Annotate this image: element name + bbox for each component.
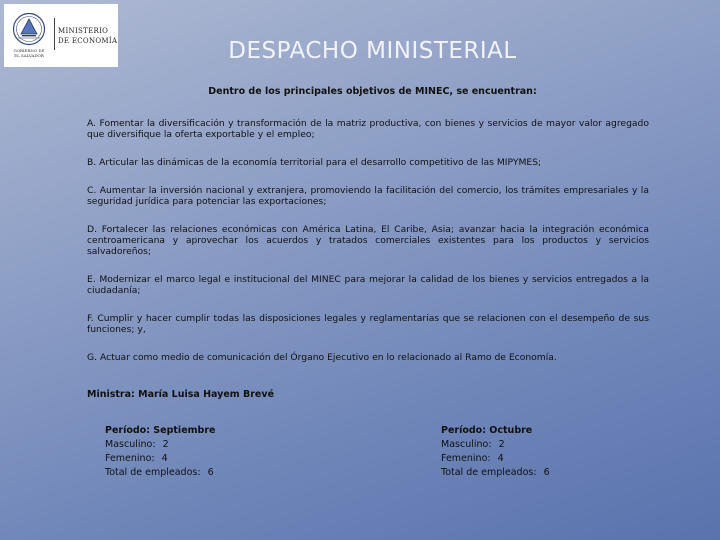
seal-caption-line-1: GOBIERNO DE xyxy=(13,48,45,53)
objective-e: E. Modernizar el marco legal e institucional del MINEC para mejorar la calidad de los bienes y servicios entregados a la ciudadanía; xyxy=(87,274,649,296)
objective-c: C. Aumentar la inversión nacional y extranjera, promoviendo la facilitación del comercio, los trámites empresariales y la seguridad jurídica para potenciar las exportaciones; xyxy=(87,185,649,207)
ministry-name-line-1: MINISTERIO xyxy=(58,27,109,35)
objective-f: F. Cumplir y hacer cumplir todas las disposiciones legales y reglamentarias que se relacionen con el desempeño de sus funciones; y, xyxy=(87,313,649,335)
objective-g: G. Actuar como medio de comunicación del Órgano Ejecutivo en lo relacionado al Ramo de Economía. xyxy=(87,352,557,363)
female-value: 4 xyxy=(161,453,168,464)
ministry-name-line-2: DE ECONOMÍA xyxy=(58,37,118,45)
total-label: Total de empleados: xyxy=(441,467,537,478)
male-label: Masculino: xyxy=(105,439,156,450)
total-label: Total de empleados: xyxy=(105,467,201,478)
page-subtitle: Dentro de los principales objetivos de MINEC, se encuentran: xyxy=(208,86,537,97)
male-label: Masculino: xyxy=(441,439,492,450)
female-label: Femenino: xyxy=(441,453,491,464)
period-title: Período: Septiembre xyxy=(105,425,216,436)
male-count-row xyxy=(105,438,215,452)
female-count-row xyxy=(441,452,550,466)
seal-caption-line-2: EL SALVADOR xyxy=(14,53,44,58)
objective-b: B. Articular las dinámicas de la economía territorial para el desarrollo competitivo de las MIPYMES; xyxy=(87,157,542,168)
male-value: 2 xyxy=(498,439,505,450)
period-title: Período: Octubre xyxy=(441,425,533,436)
female-label: Femenino: xyxy=(105,453,155,464)
objective-d: D. Fortalecer las relaciones económicas con América Latina, El Caribe, Asia; avanzar hacia la integración económica centroamericana y aprovechar los acuerdos y tratados comerciales existentes para los productos y servicios salvadoreños; xyxy=(87,224,649,257)
total-value: 6 xyxy=(207,467,214,478)
objective-a: A. Fomentar la diversificación y transformación de la matriz productiva, con bienes y servicios de mayor valor agregado que diversifique la oferta exportable y el empleo; xyxy=(87,118,649,140)
male-value: 2 xyxy=(162,439,169,450)
page-title: DESPACHO MINISTERIAL xyxy=(228,38,517,64)
total-count-row xyxy=(441,466,550,480)
male-count-row xyxy=(441,438,550,452)
period-october xyxy=(441,424,550,480)
total-value: 6 xyxy=(543,467,550,478)
objectives-list xyxy=(87,118,649,380)
female-count-row xyxy=(105,452,215,466)
total-count-row xyxy=(105,466,215,480)
female-value: 4 xyxy=(497,453,504,464)
minister-name: Ministra: María Luisa Hayem Brevé xyxy=(87,389,275,400)
period-september xyxy=(105,424,215,480)
